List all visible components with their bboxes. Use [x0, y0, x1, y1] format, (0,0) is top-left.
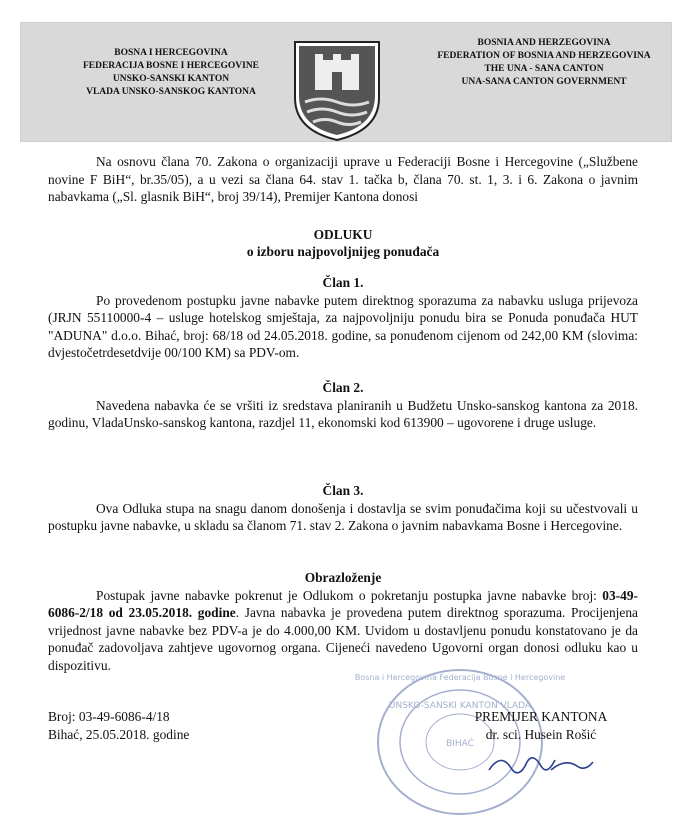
- reasoning: [48, 569, 638, 674]
- stamp-center-text: BIHAĆ: [446, 739, 474, 749]
- stamp-outer-text: Bosna i Hercegovina Federacija Bosne i Hercegovine: [354, 673, 566, 682]
- letterhead-right-line: UNA-SANA CANTON GOVERNMENT: [461, 77, 627, 87]
- letterhead: [20, 22, 672, 142]
- document-reference: [48, 708, 189, 744]
- article-1: [48, 274, 638, 362]
- stamp-inner-text: UNSKO-SANSKI KANTON VLADA: [388, 701, 532, 711]
- preamble: [48, 153, 638, 206]
- reasoning-text-after: . Javna nabavka je provedena putem direktnog sporazuma. Procijenjena vrijednost javne nabavke bez PDV-a je do 4.000,00 KM. Uvidom u dostavljenu ponudu konstatovano je da ponuđač zadovoljava zahtjeve ugovornog organa. Cijeneći navedeno Ugovorni organ donosi odluku kao u dispozitivu.: [48, 605, 638, 673]
- document-title: ODLUKU: [313, 227, 373, 242]
- letterhead-left-line: BOSNA I HERCEGOVINA: [114, 48, 228, 58]
- letterhead-right-line: BOSNIA AND HERZEGOVINA: [477, 38, 611, 48]
- letterhead-left-line: UNSKO-SANSKI KANTON: [112, 74, 230, 84]
- letterhead-left-line: VLADA UNSKO-SANSKOG KANTONA: [86, 87, 256, 97]
- article-2: [48, 379, 638, 432]
- document-place-date: Bihać, 25.05.2018. godine: [48, 727, 190, 742]
- document-number: Broj: 03-49-6086-4/18: [48, 709, 170, 724]
- article-heading: Član 1.: [322, 275, 364, 290]
- reasoning-heading: Obrazloženje: [304, 570, 382, 585]
- reasoning-reference: 03-49-6086-2/18 od 23.05.2018. godine: [48, 587, 638, 620]
- article-3: [48, 482, 638, 535]
- article-text: Po provedenom postupku javne nabavke putem direktnog sporazuma za nabavku usluga prijevoza (JRJN 55110000-4 – usluge hotelskog smještaja, za najpovoljniju ponudu bira se Ponuda ponuđača HUT "ADUNA" d.o.o. Bihać, broj: 68/18 od 24.05.2018. godine, sa ponuđenom cijenom od 242,00 KM (slovima: dvjestočetrdesetdvije 00/100 KM) sa PDV-om.: [48, 292, 638, 360]
- article-heading: Član 3.: [322, 483, 364, 498]
- article-text: Navedena nabavka će se vršiti iz sredstava planiranih u Budžetu Unsko-sanskog kantona za 2018. godinu, VladaUnsko-sanskog kantona, razdjel 11, ekonomski kod 613900 – ugovorene i druge usluge.: [48, 397, 638, 430]
- letterhead-left: [51, 47, 291, 99]
- article-heading: Član 2.: [322, 380, 364, 395]
- reasoning-text-before: Postupak javne nabavke pokrenut je Odlukom o pokretanju postupka javne nabavke broj:: [96, 587, 597, 603]
- handwritten-signature-icon: [481, 744, 601, 784]
- preamble-text: Na osnovu člana 70. Zakona o organizaciji uprave u Federaciji Bosne i Hercegovine („Službene novine F BiH“, br.35/05), a u vezi sa člana 64. stav 1. tačka b, člana 70. st. 1, 3. i 6. Zakona o javnim nabavkama („Sl. glasnik BiH“, broj 39/14), Premijer Kantona donosi: [48, 154, 638, 204]
- document-title-block: [48, 226, 638, 260]
- letterhead-right-line: THE UNA - SANA CANTON: [484, 64, 604, 74]
- letterhead-left-line: FEDERACIJA BOSNE I HERCEGOVINE: [82, 61, 260, 71]
- coat-of-arms-icon: [291, 38, 383, 142]
- reasoning-text: [48, 587, 638, 675]
- letterhead-right: [419, 37, 669, 89]
- letterhead-right-line: FEDERATION OF BOSNIA AND HERZEGOVINA: [437, 51, 651, 61]
- article-text: Ova Odluka stupa na snagu danom donošenja i dostavlja se svim ponuđačima koji su učestvovali u postupku javne nabavke, u skladu sa članom 71. stav 2. Zakona o javnim nabavkama Bosne i Hercegovine.: [48, 500, 638, 533]
- signature-block: [452, 708, 630, 789]
- document-subtitle: o izboru najpovoljnijeg ponuđača: [246, 244, 440, 259]
- signatory-role: PREMIJER KANTONA: [474, 709, 608, 724]
- signatory-name: dr. sci. Husein Rošić: [485, 727, 597, 742]
